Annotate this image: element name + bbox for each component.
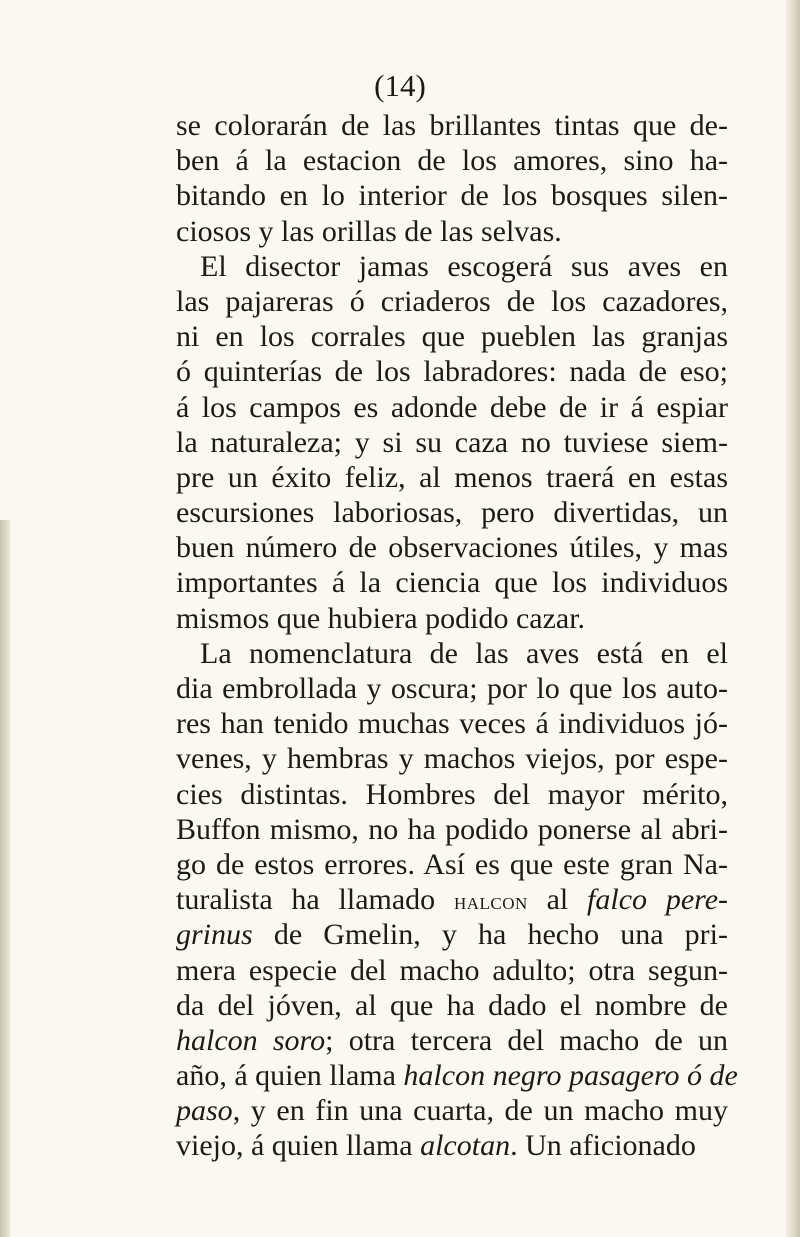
text-line — [176, 214, 728, 249]
text-line — [176, 354, 728, 389]
text-segment: bitando en lo interior de los bosques silen- — [176, 179, 728, 213]
text-segment: mera especie del macho adulto; otra segun- — [176, 953, 728, 987]
text-segment: año, á quien llama — [176, 1059, 404, 1093]
text-line — [176, 1093, 728, 1128]
text-segment: . Un aficionado — [510, 1129, 696, 1163]
page-edge-left — [0, 520, 10, 1237]
text-line — [176, 777, 728, 812]
text-line — [176, 565, 728, 600]
text-segment: go de estos errores. Así es que este gran Na- — [176, 847, 728, 881]
text-line — [176, 530, 728, 565]
italic-term: alcotan — [420, 1129, 511, 1163]
text-segment: ben á la estacion de los amores, sino ha- — [176, 144, 728, 178]
text-line — [176, 1023, 728, 1058]
text-segment: ; otra tercera del macho de un — [325, 1023, 729, 1057]
text-segment: ó quinterías de los labradores: nada de eso; — [176, 355, 728, 389]
text-line — [176, 988, 728, 1023]
italic-term: paso — [176, 1094, 233, 1128]
text-line — [176, 178, 728, 213]
text-segment: La nomenclatura de las aves está en el — [200, 636, 728, 670]
text-segment: escursiones laboriosas, pero divertidas, un — [176, 496, 728, 530]
text-segment: Buffon mismo, no ha podido ponerse al abri- — [176, 812, 728, 846]
text-segment: viejo, á quien llama — [176, 1129, 421, 1163]
text-line — [176, 108, 728, 143]
text-line — [176, 1058, 738, 1093]
italic-term: halcon soro — [176, 1023, 326, 1057]
italic-term: falco pere- — [587, 883, 729, 917]
text-segment: las pajareras ó criaderos de los cazadores, — [176, 284, 728, 318]
text-line — [176, 495, 728, 530]
text-segment: , y en fin una cuarta, de un macho muy — [232, 1094, 728, 1128]
small-caps-term: halcon — [453, 888, 528, 916]
page-number: (14) — [374, 68, 426, 103]
text-segment: de Gmelin, y ha hecho una pri- — [252, 918, 728, 952]
text-line — [176, 425, 728, 460]
text-line — [176, 460, 728, 495]
text-line — [176, 636, 728, 671]
text-segment: turalista ha llamado — [176, 883, 454, 917]
text-line — [176, 1128, 728, 1163]
text-segment: dia embrollada y oscura; por lo que los auto- — [176, 672, 728, 705]
italic-term: halcon negro pasagero ó de — [403, 1059, 738, 1093]
text-segment: da del jóven, al que ha dado el nombre de — [176, 988, 728, 1022]
page-edge-right — [786, 0, 800, 1237]
body-text — [176, 108, 738, 1164]
text-line — [176, 917, 728, 952]
text-segment: res han tenido muchas veces á individuos jó- — [176, 707, 728, 741]
text-line — [176, 847, 728, 882]
text-segment: la naturaleza; y si su caza no tuviese siem- — [176, 425, 728, 459]
text-segment: cies distintas. Hombres del mayor mérito, — [176, 777, 728, 811]
text-segment: á los campos es adonde debe de ir á espiar — [176, 390, 728, 424]
text-segment: al — [527, 883, 588, 917]
text-segment: ni en los corrales que pueblen las granjas — [176, 320, 728, 354]
text-line — [176, 601, 728, 636]
italic-term: grinus — [176, 918, 253, 952]
text-line — [176, 671, 728, 706]
text-segment: ciosos y las orillas de las selvas. — [176, 214, 562, 248]
text-line — [176, 882, 728, 917]
text-line — [176, 812, 728, 847]
text-segment: buen número de observaciones útiles, y mas — [176, 531, 728, 565]
text-line — [176, 390, 728, 425]
text-segment: mismos que hubiera podido cazar. — [176, 601, 586, 635]
text-segment: importantes á la ciencia que los individuos — [176, 566, 728, 600]
text-segment: se colorarán de las brillantes tintas que de- — [176, 109, 728, 142]
text-line — [176, 706, 728, 741]
text-segment: venes, y hembras y machos viejos, por espe- — [176, 742, 728, 776]
text-line — [176, 284, 728, 319]
text-line — [176, 741, 728, 776]
text-segment: El disector jamas escogerá sus aves en — [200, 249, 728, 283]
text-line — [176, 249, 728, 284]
text-line — [176, 319, 728, 354]
text-line — [176, 143, 728, 178]
text-segment: pre un éxito feliz, al menos traerá en estas — [176, 460, 728, 494]
text-line — [176, 953, 728, 988]
